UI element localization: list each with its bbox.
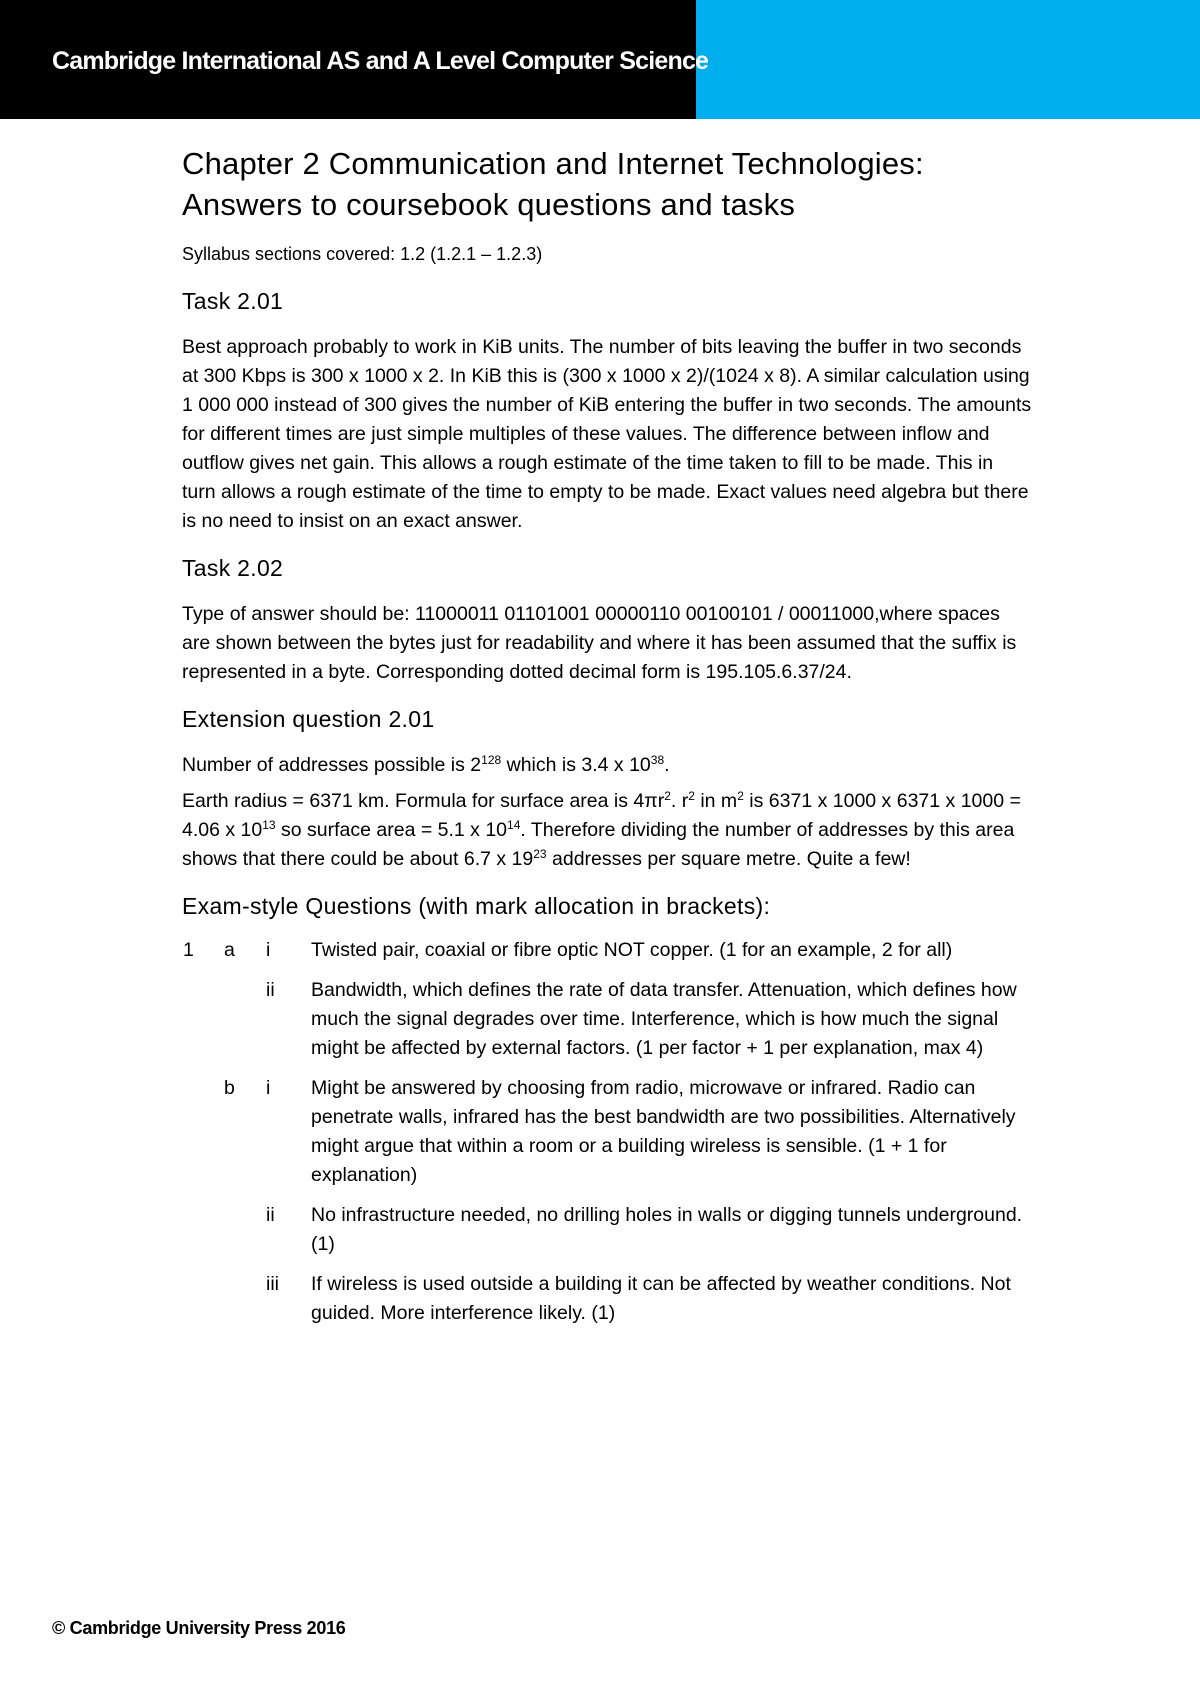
extension-answer-earth-area bbox=[182, 787, 1032, 874]
chapter-title-line1: Chapter 2 Communication and Internet Technologies: bbox=[182, 146, 924, 181]
answer-text: Twisted pair, coaxial or fibre optic NOT copper. (1 for an example, 2 for all) bbox=[311, 939, 953, 961]
ext-p2-exponent-6: 23 bbox=[533, 847, 547, 861]
task-2-02-section bbox=[182, 553, 1032, 687]
answer-text: Might be answered by choosing from radio, microwave or infrared. Radio can penetrate walls, infrared has the best bandwidth are two possibilities. Alternatively might argue that within a room or a building wireless is sensible. (1 + 1 for explanation) bbox=[311, 1077, 1016, 1186]
question-subpart: ii bbox=[266, 1204, 275, 1226]
ext-p2-text-g: addresses per square metre. Quite a few! bbox=[546, 848, 911, 870]
task-2-02-answer: Type of answer should be: 11000011 01101001 00000110 00100101 / 00011000,where spaces are shown between the bytes just for readability and where it has been assumed that the suffix is represented in a byte. Corresponding dotted decimal form is 195.105.6.37/24. bbox=[182, 603, 1017, 683]
question-subpart: i bbox=[266, 1077, 271, 1099]
task-2-01-answer: Best approach probably to work in KiB units. The number of bits leaving the buffer in two seconds at 300 Kbps is 300 x 1000 x 2. In KiB this is (300 x 1000 x 2)/(1024 x 8). A similar calculation using 1 000 000 instead of 300 gives the number of KiB entering the buffer in two seconds. The amounts for different times are just simple multiples of these values. The difference between inflow and outflow gives net gain. This allows a rough estimate of the time taken to fill to be made. This in turn allows a rough estimate of the time to empty to be made. Exact values need algebra but there is no need to insist on an exact answer. bbox=[182, 336, 1032, 532]
ext-p2-text-c: in m bbox=[694, 790, 738, 812]
header-banner bbox=[0, 0, 1200, 119]
extension-answer-addresses bbox=[182, 751, 1032, 780]
exam-questions-section bbox=[182, 891, 1032, 1328]
ext-p2-text-e: so surface area = 5.1 x 10 bbox=[275, 819, 508, 841]
ext-p1-exponent-1: 128 bbox=[481, 753, 502, 767]
question-subpart: i bbox=[266, 939, 271, 961]
exam-answer-row bbox=[182, 976, 1032, 1063]
exam-answer-row bbox=[182, 936, 1032, 965]
task-2-01-section bbox=[182, 286, 1032, 536]
copyright-footer: © Cambridge University Press 2016 bbox=[52, 1618, 346, 1638]
question-subpart: iii bbox=[266, 1273, 279, 1295]
ext-p1-exponent-2: 38 bbox=[650, 753, 665, 767]
ext-p2-exponent-2: 2 bbox=[688, 789, 695, 803]
chapter-title bbox=[182, 143, 1032, 225]
question-number: 1 bbox=[183, 939, 194, 961]
question-part: b bbox=[224, 1077, 235, 1099]
exam-answer-row bbox=[182, 1201, 1032, 1259]
chapter-title-line2: Answers to coursebook questions and tasks bbox=[182, 187, 796, 222]
exam-answers-list bbox=[182, 936, 1032, 1328]
extension-question-section bbox=[182, 704, 1032, 874]
ext-p1-text-a: Number of addresses possible is 2 bbox=[182, 754, 482, 776]
ext-p2-text-f: . Therefore dividing the number of addresses by this area shows that there could be about 6.7 x 19 bbox=[182, 819, 1015, 870]
ext-p2-text-d: is 6371 x 1000 x 6371 x 1000 = 4.06 x 10 bbox=[182, 790, 1021, 841]
answer-text: No infrastructure needed, no drilling holes in walls or digging tunnels underground. (1) bbox=[311, 1204, 1023, 1255]
ext-p2-exponent-1: 2 bbox=[664, 789, 671, 803]
task-2-02-heading: Task 2.02 bbox=[182, 555, 284, 581]
question-part: a bbox=[224, 939, 235, 961]
ext-p2-exponent-3: 2 bbox=[737, 789, 744, 803]
ext-p1-text-c: . bbox=[664, 754, 670, 776]
task-2-01-heading: Task 2.01 bbox=[182, 288, 284, 314]
answer-text: Bandwidth, which defines the rate of data transfer. Attenuation, which defines how much the signal degrades over time. Interference, which is how much the signal might be affected by external factors. (1 per factor + 1 per explanation, max 4) bbox=[311, 979, 1017, 1059]
question-subpart: ii bbox=[266, 979, 275, 1001]
exam-questions-heading: Exam-style Questions (with mark allocation in brackets): bbox=[182, 893, 771, 919]
exam-answer-row bbox=[182, 1074, 1032, 1190]
header-title: Cambridge International AS and A Level Computer Science bbox=[52, 47, 709, 75]
syllabus-sections: Syllabus sections covered: 1.2 (1.2.1 – 1.2.3) bbox=[182, 244, 543, 264]
ext-p2-text-a: Earth radius = 6371 km. Formula for surface area is 4πr bbox=[182, 790, 665, 812]
header-blue-bar bbox=[696, 0, 1200, 119]
extension-question-heading: Extension question 2.01 bbox=[182, 706, 435, 732]
ext-p2-exponent-4: 13 bbox=[262, 818, 276, 832]
ext-p2-exponent-5: 14 bbox=[507, 818, 521, 832]
ext-p2-text-b: . r bbox=[670, 790, 689, 812]
document-body bbox=[182, 143, 1032, 1339]
answer-text: If wireless is used outside a building it can be affected by weather conditions. Not guided. More interference likely. (1) bbox=[311, 1273, 1011, 1324]
ext-p1-text-b: which is 3.4 x 10 bbox=[501, 754, 651, 776]
exam-answer-row bbox=[182, 1270, 1032, 1328]
